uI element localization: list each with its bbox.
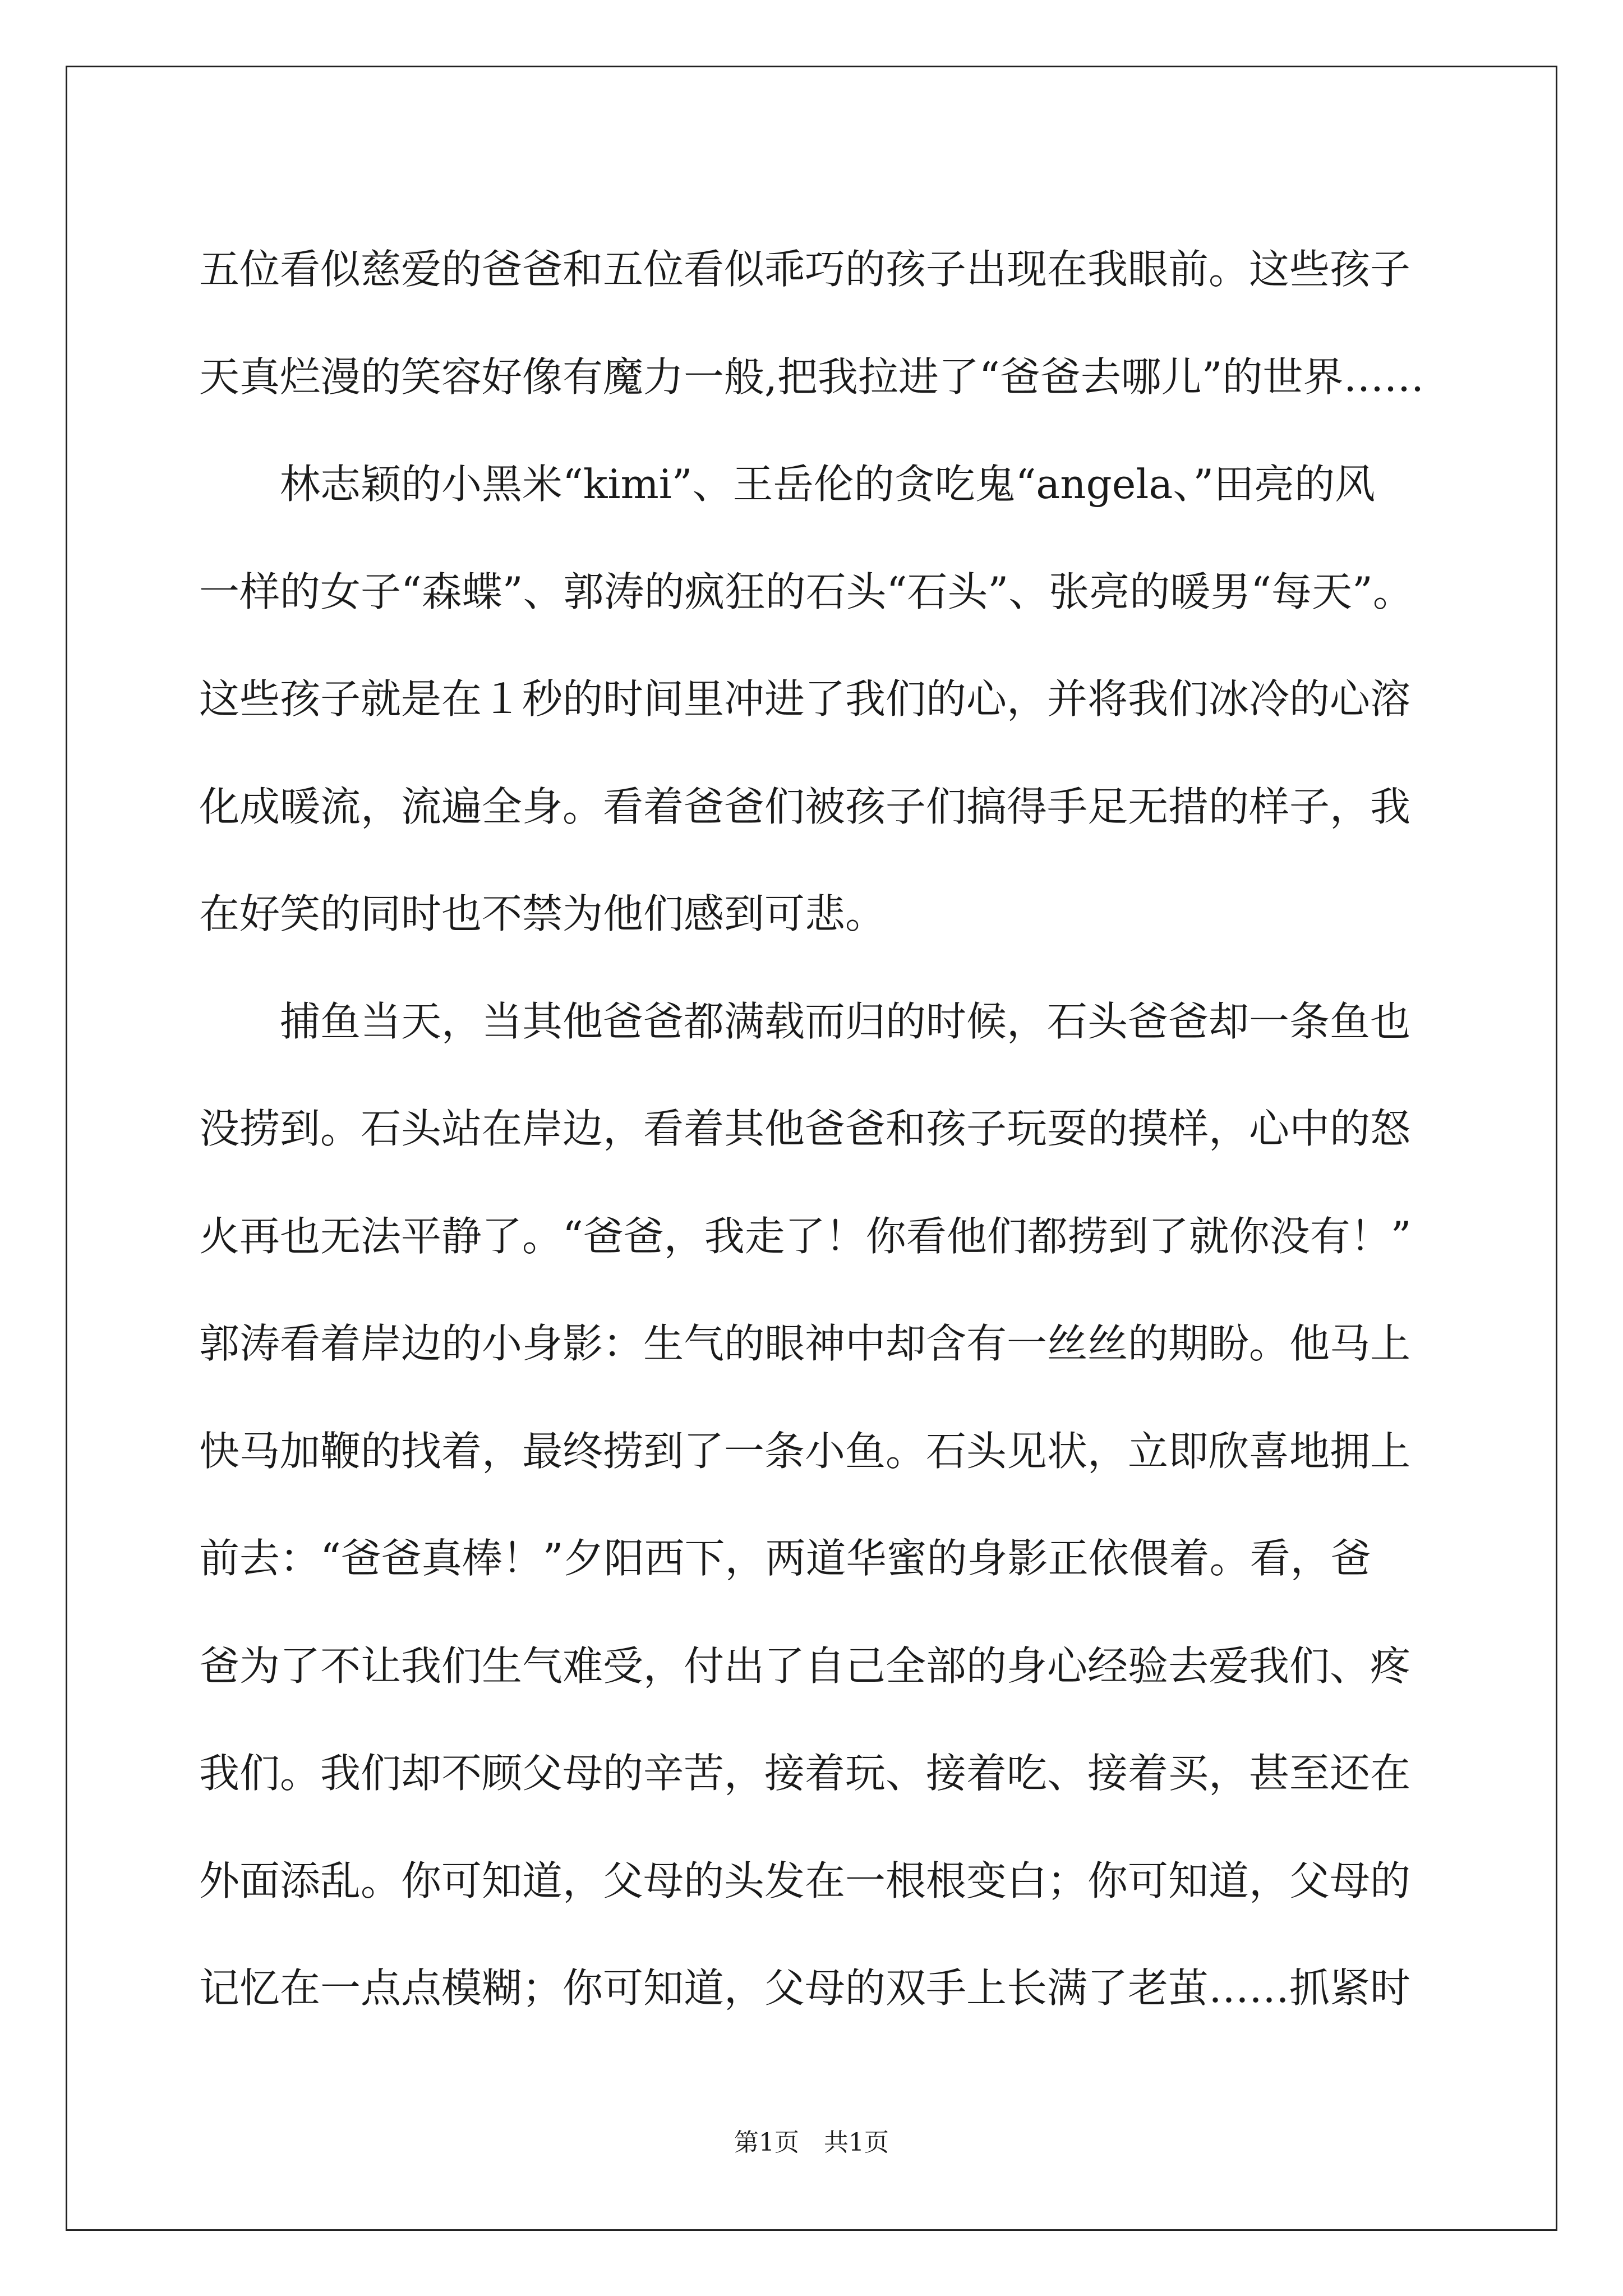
text-line: 天真烂漫的笑容好像有魔力一般,把我拉进了“爸爸去哪儿”的世界…… [199,353,1424,401]
text-line: 外面添乱。你可知道，父母的头发在一根根变白；你可知道，父母的 [199,1857,1411,1904]
text-line: 郭涛看着岸边的小身影：生气的眼神中却含有一丝丝的期盼。他马上 [199,1320,1411,1367]
text-line: 五位看似慈爱的爸爸和五位看似乖巧的孩子出现在我眼前。这些孩子 [199,246,1411,293]
text-line: 化成暖流，流遍全身。看着爸爸们被孩子们搞得手足无措的样子，我 [199,783,1411,830]
paragraph-start-line: 林志颖的小黑米“kimi”、王岳伦的贪吃鬼“angela、”田亮的风 [280,461,1376,508]
text-line: 快马加鞭的找着，最终捞到了一条小鱼。石头见状，立即欣喜地拥上 [199,1427,1411,1475]
text-line: 记忆在一点点模糊；你可知道，父母的双手上长满了老茧……抓紧时 [199,1964,1411,2012]
page-number: 第1页 [734,2128,799,2157]
page-footer [0,2126,1623,2160]
text-line: 爸为了不让我们生气难受，付出了自己全部的身心经验去爱我们、疼 [199,1642,1411,1690]
page-total: 共1页 [824,2128,889,2157]
text-line: 这些孩子就是在１秒的时间里冲进了我们的心，并将我们冰冷的心溶 [199,675,1411,723]
text-line: 在好笑的同时也不禁为他们感到可悲。 [199,890,886,937]
text-line: 我们。我们却不顾父母的辛苦，接着玩、接着吃、接着买，甚至还在 [199,1750,1411,1797]
text-line: 一样的女子“森蝶”、郭涛的疯狂的石头“石头”、张亮的暖男“每天”。 [199,568,1413,615]
text-line: 没捞到。石头站在岸边，看着其他爸爸和孩子玩耍的摸样，心中的怒 [199,1105,1411,1152]
document-body [199,216,1450,2042]
text-line: 火再也无法平静了。“爸爸，我走了！你看他们都捞到了就你没有！” [199,1212,1412,1260]
text-line: 前去：“爸爸真棒！”夕阳西下，两道华蜜的身影正依偎着。看，爸 [199,1535,1371,1582]
paragraph-start-line: 捕鱼当天，当其他爸爸都满载而归的时候，石头爸爸却一条鱼也 [280,997,1411,1045]
